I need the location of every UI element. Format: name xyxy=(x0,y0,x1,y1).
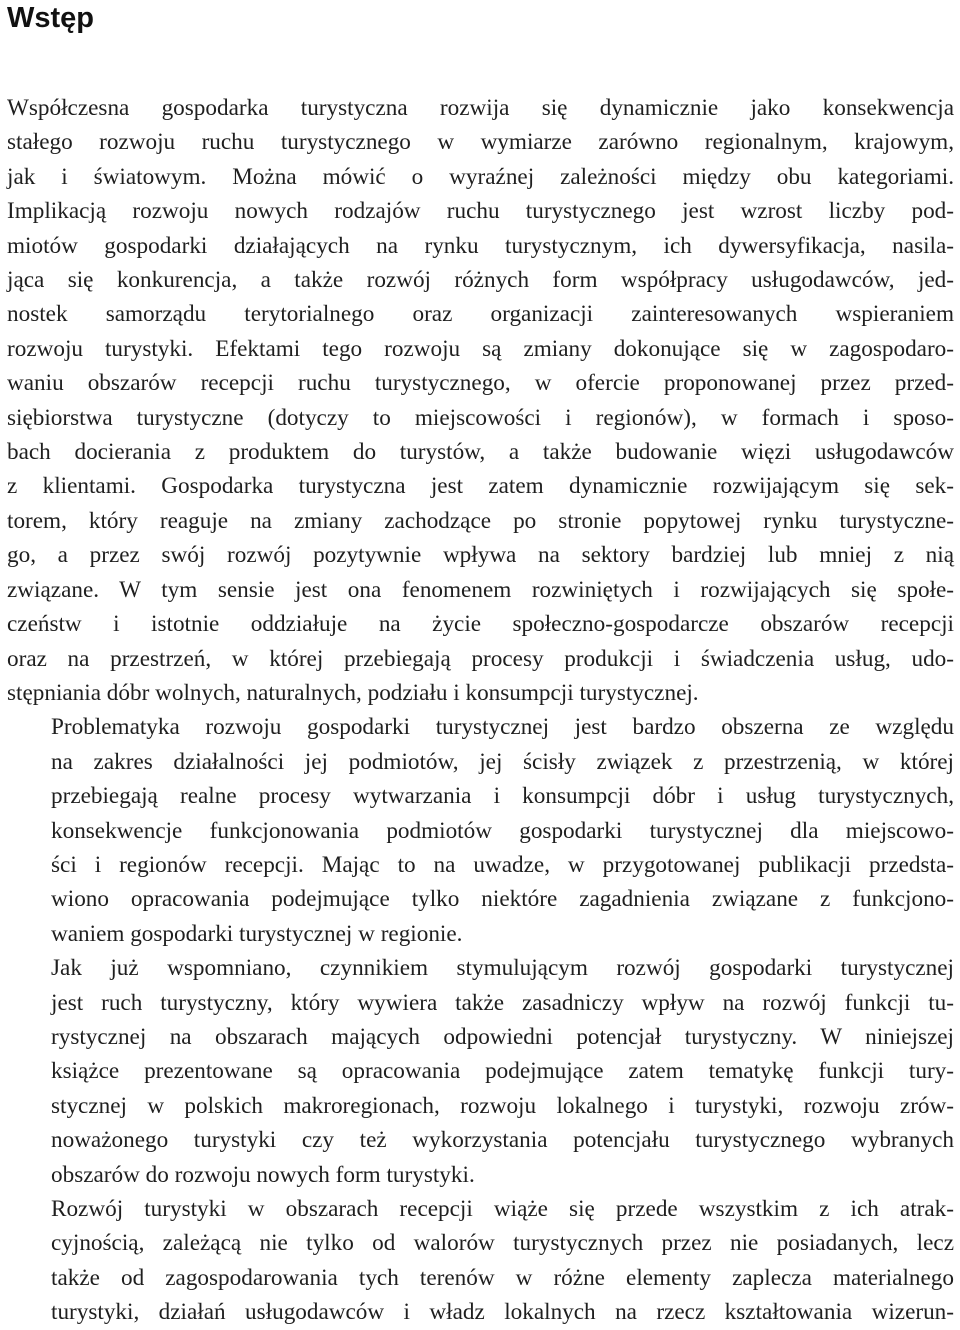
text-line: także od zagospodarowania tych terenów w różne elementy zaplecza materialnego xyxy=(51,1264,954,1291)
text-line: oraz na przestrzeń, w której przebiegają procesy produkcji i świadczenia usług, udo- xyxy=(7,645,954,672)
text-line: ści i regionów recepcji. Mając to na uwadze, w przygotowanej publikacji przedsta- xyxy=(51,851,954,878)
text-line: z klientami. Gospodarka turystyczna jest zatem dynamicznie rozwijającym się sek- xyxy=(7,473,954,500)
text-line: rozwoju turystyki. Efektami tego rozwoju są zmiany dokonujące się w zagospodaro- xyxy=(7,335,954,362)
text-line: siębiorstwa turystyczne (dotyczy to miejscowości i regionów), w formach i sposo- xyxy=(7,404,954,431)
text-line: stycznej w polskich makroregionach, rozwoju lokalnego i turystyki, rozwoju zrów- xyxy=(51,1092,954,1119)
text-line: wiono opracowania podejmujące tylko niektóre zagadnienia związane z funkcjono- xyxy=(51,886,954,913)
paragraph xyxy=(7,91,954,710)
text-line: Implikacją rozwoju nowych rodzajów ruchu turystycznego jest wzrost liczby pod- xyxy=(7,198,954,225)
text-line: jak i światowym. Można mówić o wyraźnej zależności między obu kategoriami. xyxy=(7,163,954,190)
page-title: Wstęp xyxy=(7,2,94,34)
text-line: stałego rozwoju ruchu turystycznego w wymiarze zarówno regionalnym, krajowym, xyxy=(7,129,954,156)
paragraph xyxy=(7,1192,954,1330)
text-line: go, a przez swój rozwój pozytywnie wpływa na sektory bardziej lub mniej z nią xyxy=(7,542,954,569)
text-line: waniu obszarów recepcji ruchu turystycznego, w ofercie proponowanej przez przed- xyxy=(7,370,954,397)
text-line: obszarów do rozwoju nowych form turystyki. xyxy=(51,1161,475,1188)
text-line: noważonego turystyki czy też wykorzystania potencjału turystycznego wybranych xyxy=(51,1127,954,1154)
text-line: jąca się konkurencja, a także rozwój różnych form współpracy usługodawców, jed- xyxy=(7,267,954,294)
text-line: na zakres działalności jej podmiotów, jej ścisły związek z przestrzenią, w której xyxy=(51,748,954,775)
text-line: nostek samorządu terytorialnego oraz organizacji zainteresowanych wspieraniem xyxy=(7,301,954,328)
text-line: przebiegają realne procesy wytwarzania i konsumpcji dóbr i usług turystycznych, xyxy=(51,783,954,810)
text-line: książce prezentowane są opracowania podejmujące zatem tematykę funkcji tury- xyxy=(51,1058,954,1085)
document-body xyxy=(7,91,954,1330)
text-line: czeństw i istotnie oddziałuje na życie społeczno-gospodarcze obszarów recepcji xyxy=(7,611,954,638)
text-line: jest ruch turystyczny, który wywiera także zasadniczy wpływ na rozwój funkcji tu- xyxy=(51,989,954,1016)
paragraph xyxy=(7,951,954,1192)
text-line: cyjnością, zależącą nie tylko od walorów turystycznych przez nie posiadanych, lecz xyxy=(51,1230,954,1257)
text-line: miotów gospodarki działających na rynku turystycznym, ich dywersyfikacja, nasila- xyxy=(7,232,954,259)
document-page xyxy=(7,0,954,1326)
text-line: konsekwencje funkcjonowania podmiotów gospodarki turystycznej dla miejscowo- xyxy=(51,817,954,844)
text-line: Problematyka rozwoju gospodarki turystycznej jest bardzo obszerna ze względu xyxy=(51,714,954,741)
text-line: Jak już wspomniano, czynnikiem stymulującym rozwój gospodarki turystycznej xyxy=(51,955,954,982)
paragraph xyxy=(7,710,954,951)
text-line: rystycznej na obszarach mających odpowiedni potencjał turystyczny. W niniejszej xyxy=(51,1023,954,1050)
text-line: stępniania dóbr wolnych, naturalnych, podziału i konsumpcji turystycznej. xyxy=(7,679,699,706)
text-line: waniem gospodarki turystycznej w regionie. xyxy=(51,920,463,947)
text-line: Współczesna gospodarka turystyczna rozwija się dynamicznie jako konsekwencja xyxy=(7,95,954,121)
text-line: turystyki, działań usługodawców i władz lokalnych na rzecz kształtowania wizerun- xyxy=(51,1299,954,1326)
text-line: torem, który reaguje na zmiany zachodzące po stronie popytowej rynku turystyczne- xyxy=(7,507,954,534)
text-line: bach docierania z produktem do turystów, a także budowanie więzi usługodawców xyxy=(7,439,954,466)
text-line: związane. W tym sensie jest ona fenomenem rozwiniętych i rozwijających się społe- xyxy=(7,576,954,603)
text-line: Rozwój turystyki w obszarach recepcji wiąże się przede wszystkim z ich atrak- xyxy=(51,1196,954,1222)
